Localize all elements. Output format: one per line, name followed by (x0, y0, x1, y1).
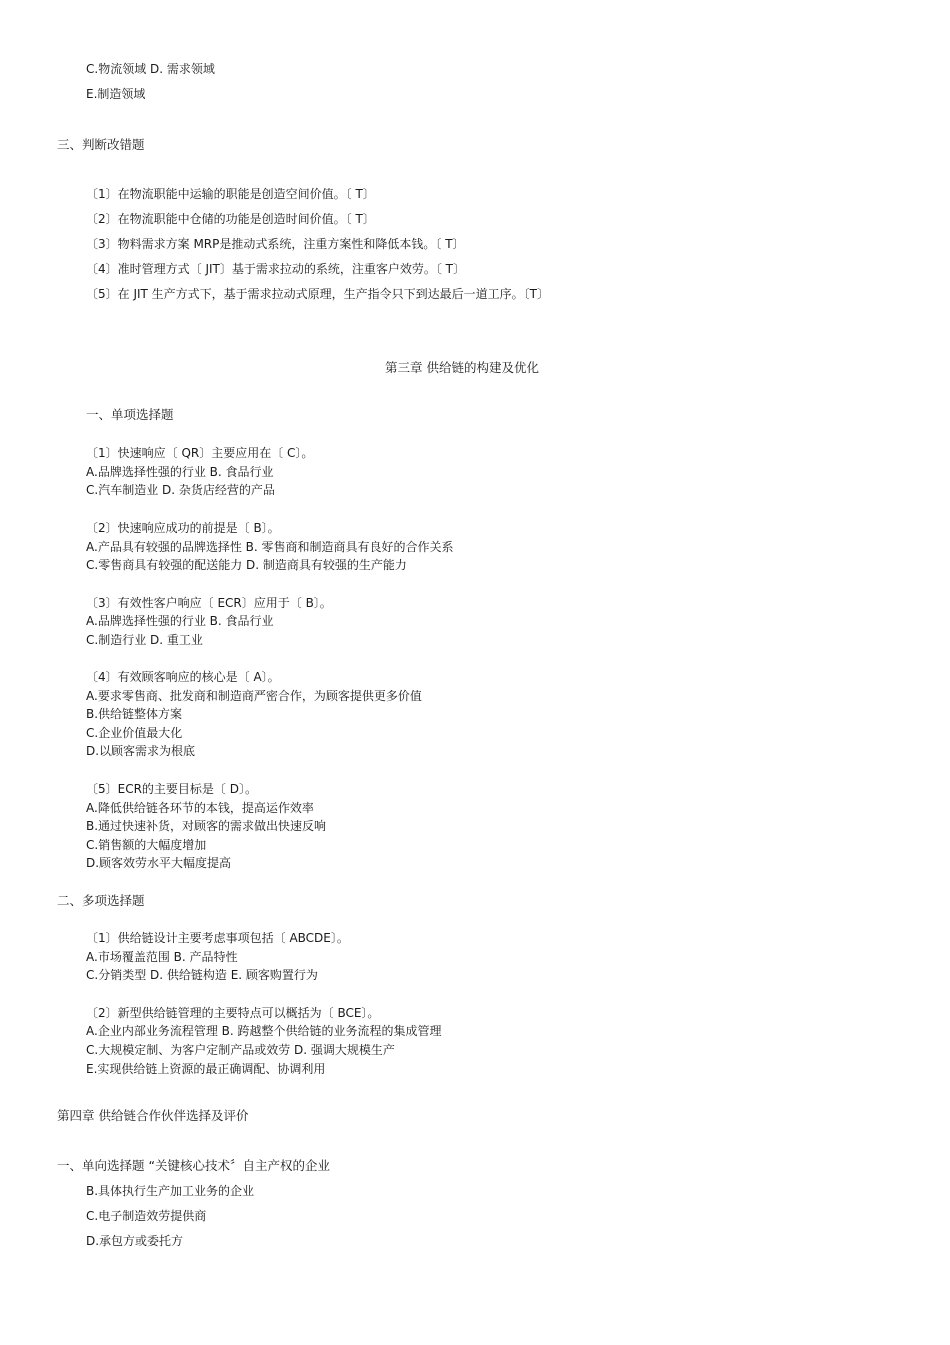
section-heading: 三、判断改错题 (57, 137, 145, 152)
option-line: C.零售商具有较强的配送能力 D. 制造商具有较强的生产能力 (86, 558, 407, 572)
option-line: C.物流领域 D. 需求领域 (86, 62, 215, 76)
question-line: 〔4〕有效顾客响应的核心是〔 A〕。 (86, 670, 280, 684)
question-line: 〔1〕快速响应〔 QR〕主要应用在〔 C〕。 (86, 446, 314, 460)
section-heading: 二、多项选择题 (57, 893, 145, 908)
option-line: E.制造领域 (86, 87, 146, 101)
option-line: B.通过快速补货，对顾客的需求做出快速反响 (86, 819, 327, 833)
option-line: A.品牌选择性强的行业 B. 食品行业 (86, 614, 274, 628)
option-line: C.销售额的大幅度增加 (86, 838, 207, 852)
question-line: 〔1〕供给链设计主要考虑事项包括〔 ABCDE〕。 (86, 931, 349, 945)
question-line: 〔2〕快速响应成功的前提是〔 B〕。 (86, 521, 280, 535)
option-line: D.承包方或委托方 (86, 1234, 184, 1248)
question-line: 〔2〕新型供给链管理的主要特点可以概括为〔 BCE〕。 (86, 1006, 380, 1020)
section-heading: 一、单项选择题 (86, 407, 174, 422)
option-line: B.供给链整体方案 (86, 707, 183, 721)
option-line: C.电子制造效劳提供商 (86, 1209, 207, 1223)
question-line: 〔3〕物料需求方案 MRP是推动式系统，注重方案性和降低本钱。〔 T〕 (86, 237, 465, 251)
option-line: C.制造行业 D. 重工业 (86, 633, 203, 647)
option-line: A.要求零售商、批发商和制造商严密合作，为顾客提供更多价值 (86, 689, 422, 703)
question-line: 〔2〕在物流职能中仓储的功能是创造时间价值。〔 T〕 (86, 212, 375, 226)
option-line: D.顾客效劳水平大幅度提高 (86, 856, 232, 870)
option-line: A.降低供给链各环节的本钱，提高运作效率 (86, 801, 314, 815)
option-line: C.大规模定制、为客户定制产品或效劳 D. 强调大规模生产 (86, 1043, 395, 1057)
question-line: 〔5〕ECR的主要目标是〔 D〕。 (86, 782, 257, 796)
question-line: 〔3〕有效性客户响应〔 ECR〕应用于〔 B〕。 (86, 596, 332, 610)
question-line: 〔5〕在 JIT 生产方式下，基于需求拉动式原理，生产指令只下到达最后一道工序。〔T〕 (86, 287, 550, 301)
option-line: A.企业内部业务流程管理 B. 跨越整个供给链的业务流程的集成管理 (86, 1024, 442, 1038)
section-heading: 一、单向选择题 “关键核心技术〞自主产权的企业 (57, 1158, 330, 1173)
option-line: A.产品具有较强的品牌选择性 B. 零售商和制造商具有良好的合作关系 (86, 540, 454, 554)
option-line: C.汽车制造业 D. 杂货店经营的产品 (86, 483, 275, 497)
option-line: E.实现供给链上资源的最正确调配、协调利用 (86, 1062, 326, 1076)
option-line: A.市场覆盖范围 B. 产品特性 (86, 950, 238, 964)
question-line: 〔4〕准时管理方式〔 JIT〕基于需求拉动的系统，注重客户效劳。〔 T〕 (86, 262, 466, 276)
option-line: C.企业价值最大化 (86, 726, 183, 740)
chapter-title: 第三章 供给链的构建及优化 (385, 360, 539, 375)
option-line: D.以顾客需求为根底 (86, 744, 196, 758)
chapter-title: 第四章 供给链合作伙伴选择及评价 (57, 1108, 249, 1123)
option-line: C.分销类型 D. 供给链构造 E. 顾客购置行为 (86, 968, 318, 982)
option-line: A.品牌选择性强的行业 B. 食品行业 (86, 465, 274, 479)
option-line: B.具体执行生产加工业务的企业 (86, 1184, 255, 1198)
question-line: 〔1〕在物流职能中运输的职能是创造空间价值。〔 T〕 (86, 187, 375, 201)
